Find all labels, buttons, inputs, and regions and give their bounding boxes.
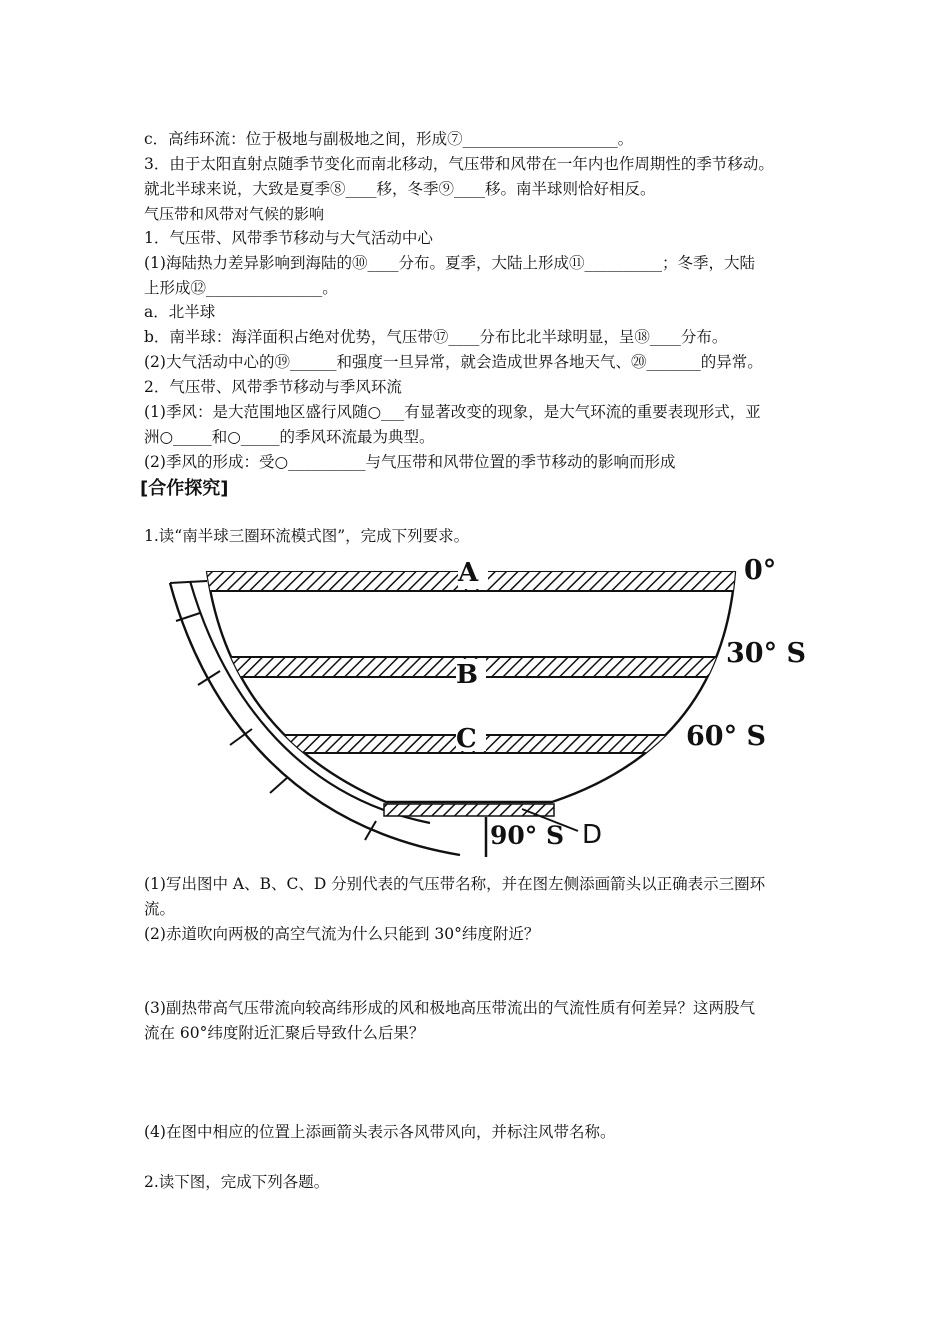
label-0deg: 0°	[744, 555, 777, 586]
text-line: 2．气压带、风带季节移动与季风环流	[144, 378, 402, 396]
three-cell-circulation-diagram	[160, 555, 820, 865]
label-30s: 30° S	[726, 638, 806, 669]
label-A: A	[458, 558, 479, 588]
label-60s: 60° S	[686, 721, 766, 752]
polar-band	[384, 804, 554, 816]
inner-arc	[190, 581, 430, 823]
section-heading: [合作探究]	[140, 478, 229, 499]
question-1-2: (2)赤道吹向两极的高空气流为什么只能到 30°纬度附近？	[144, 925, 540, 943]
text-line: 就北半球来说，大致是夏季⑧____移，冬季⑨____移。南半球则恰好相反。	[144, 180, 656, 198]
text-line: 上形成⑫_______________。	[144, 279, 338, 297]
section-title: 气压带和风带对气候的影响	[144, 205, 325, 223]
label-90s: 90° S	[490, 821, 565, 850]
text-line: b．南半球：海洋面积占绝对优势，气压带⑰____分布比北半球明显，呈⑱____分布。	[144, 328, 728, 346]
question-1-3-cont: 流在 60°纬度附近汇聚后导致什么后果？	[144, 1024, 425, 1042]
label-D: D	[582, 820, 603, 850]
label-B: B	[456, 660, 478, 690]
text-line: (2)大气活动中心的⑲______和强度一旦异常，就会造成世界各地天气、⑳_______的异常。	[144, 353, 763, 371]
text-line: c．高纬环流：位于极地与副极地之间，形成⑦____________________。	[144, 130, 634, 148]
text-line: 洲○_____和○_____的季风环流最为典型。	[144, 428, 435, 446]
text-line: (1)季风：是大范围地区盛行风随○___有显著改变的现象，是大气环流的重要表现形式，亚	[144, 403, 761, 421]
arc-tick	[270, 777, 288, 793]
arc-top-line	[170, 581, 207, 583]
question-1-1-cont: 流。	[144, 900, 176, 918]
text-line: 1．气压带、风带季节移动与大气活动中心	[144, 229, 433, 247]
question-1-3: (3)副热带高气压带流向较高纬形成的风和极地高压带流出的气流性质有何差异？这两股气	[144, 999, 755, 1017]
question-1-4: (4)在图中相应的位置上添画箭头表示各风带风向，并标注风带名称。	[144, 1123, 616, 1141]
question-1: 1.读“南半球三圈环流模式图”，完成下列要求。	[144, 527, 470, 545]
text-line: (2)季风的形成：受○__________与气压带和风带位置的季节移动的影响而形成	[144, 453, 676, 471]
question-1-1: (1)写出图中 A、B、C、D 分别代表的气压带名称，并在图左侧添画箭头以正确表示三圈环	[144, 875, 766, 893]
text-line: a．北半球	[144, 303, 216, 321]
text-line: 3．由于太阳直射点随季节变化而南北移动，气压带和风带在一年内也作周期性的季节移动。	[144, 155, 774, 173]
question-2: 2.读下图，完成下列各题。	[144, 1173, 330, 1191]
label-C: C	[456, 724, 477, 754]
text-line: (1)海陆热力差异影响到海陆的⑩____分布。夏季，大陆上形成⑪__________；冬季，大陆	[144, 254, 755, 272]
